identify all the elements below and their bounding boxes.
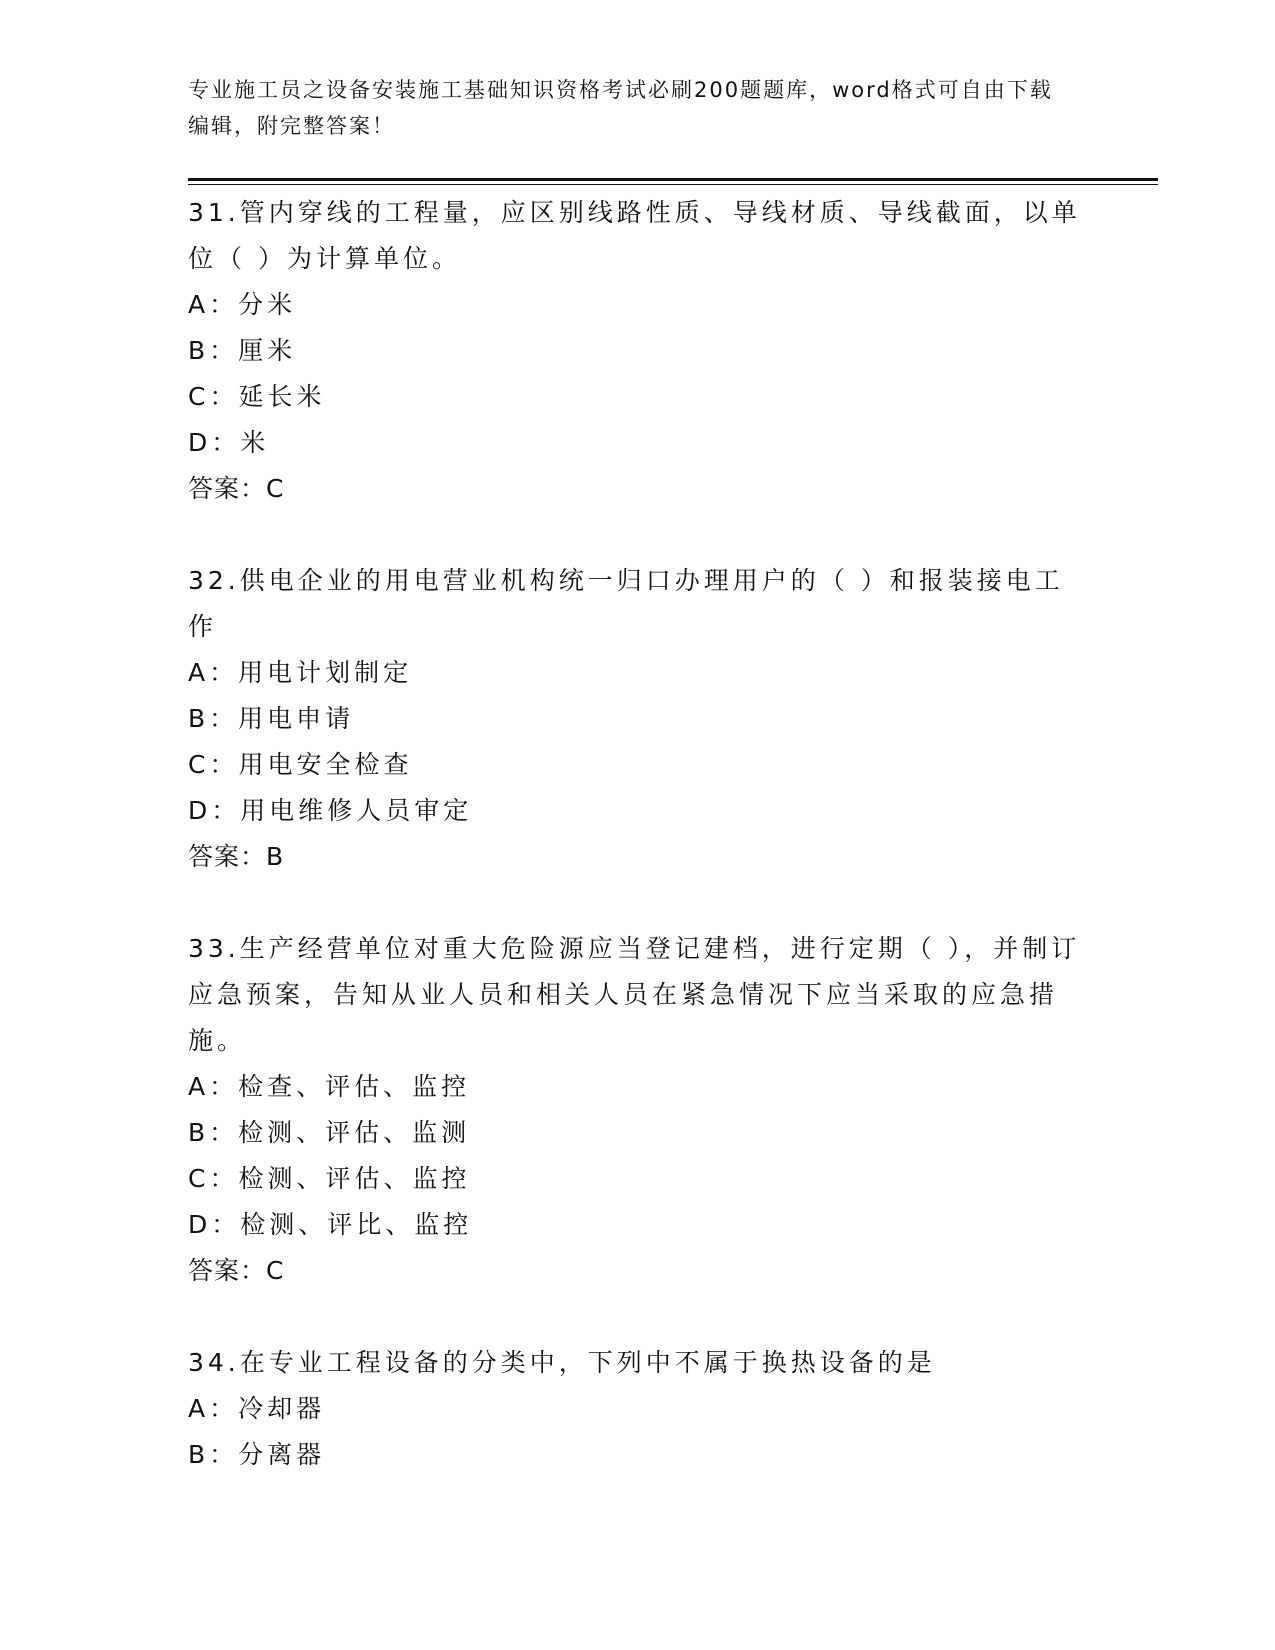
option-c: C：检测、评估、监控 <box>188 1164 471 1193</box>
question-text: 31.管内穿线的工程量，应区别线路性质、导线材质、导线截面，以单位（ ）为计算单位。 <box>188 198 1081 273</box>
option-b: B：检测、评估、监测 <box>188 1118 471 1147</box>
option-b: B：分离器 <box>188 1440 326 1469</box>
question-text: 34.在专业工程设备的分类中，下列中不属于换热设备的是 <box>188 1348 936 1377</box>
answer: 答案：C <box>188 1256 285 1285</box>
option-d: D：用电维修人员审定 <box>188 796 473 825</box>
option-c: C：延长米 <box>188 382 326 411</box>
question-spacer <box>188 880 1088 926</box>
option-a: A：用电计划制定 <box>188 658 413 687</box>
question-34 <box>188 1340 1088 1478</box>
question-text: 33.生产经营单位对重大危险源应当登记建档，进行定期（ ），并制订应急预案，告知从业人员和相关人员在紧急情况下应当采取的应急措施。 <box>188 934 1081 1055</box>
question-text: 32.供电企业的用电营业机构统一归口办理用户的（ ）和报装接电工作 <box>188 566 1064 641</box>
option-d: D：米 <box>188 428 270 457</box>
option-b: B：用电申请 <box>188 704 355 733</box>
question-31 <box>188 190 1088 512</box>
option-a: A：分米 <box>188 290 297 319</box>
question-33 <box>188 926 1088 1294</box>
question-list <box>188 190 1088 1478</box>
question-32 <box>188 558 1088 880</box>
option-c: C：用电安全检查 <box>188 750 413 779</box>
option-a: A：冷却器 <box>188 1394 326 1423</box>
document-header: 专业施工员之设备安装施工基础知识资格考试必刷200题题库，word格式可自由下载编辑，附完整答案！ <box>188 78 1053 138</box>
answer: 答案：B <box>188 842 285 871</box>
option-b: B：厘米 <box>188 336 297 365</box>
question-spacer <box>188 1294 1088 1340</box>
option-d: D：检测、评比、监控 <box>188 1210 473 1239</box>
option-a: A：检查、评估、监控 <box>188 1072 471 1101</box>
header-divider-thin <box>188 184 1158 185</box>
header-divider-thick <box>188 178 1158 181</box>
answer: 答案：C <box>188 474 285 503</box>
question-spacer <box>188 512 1088 558</box>
